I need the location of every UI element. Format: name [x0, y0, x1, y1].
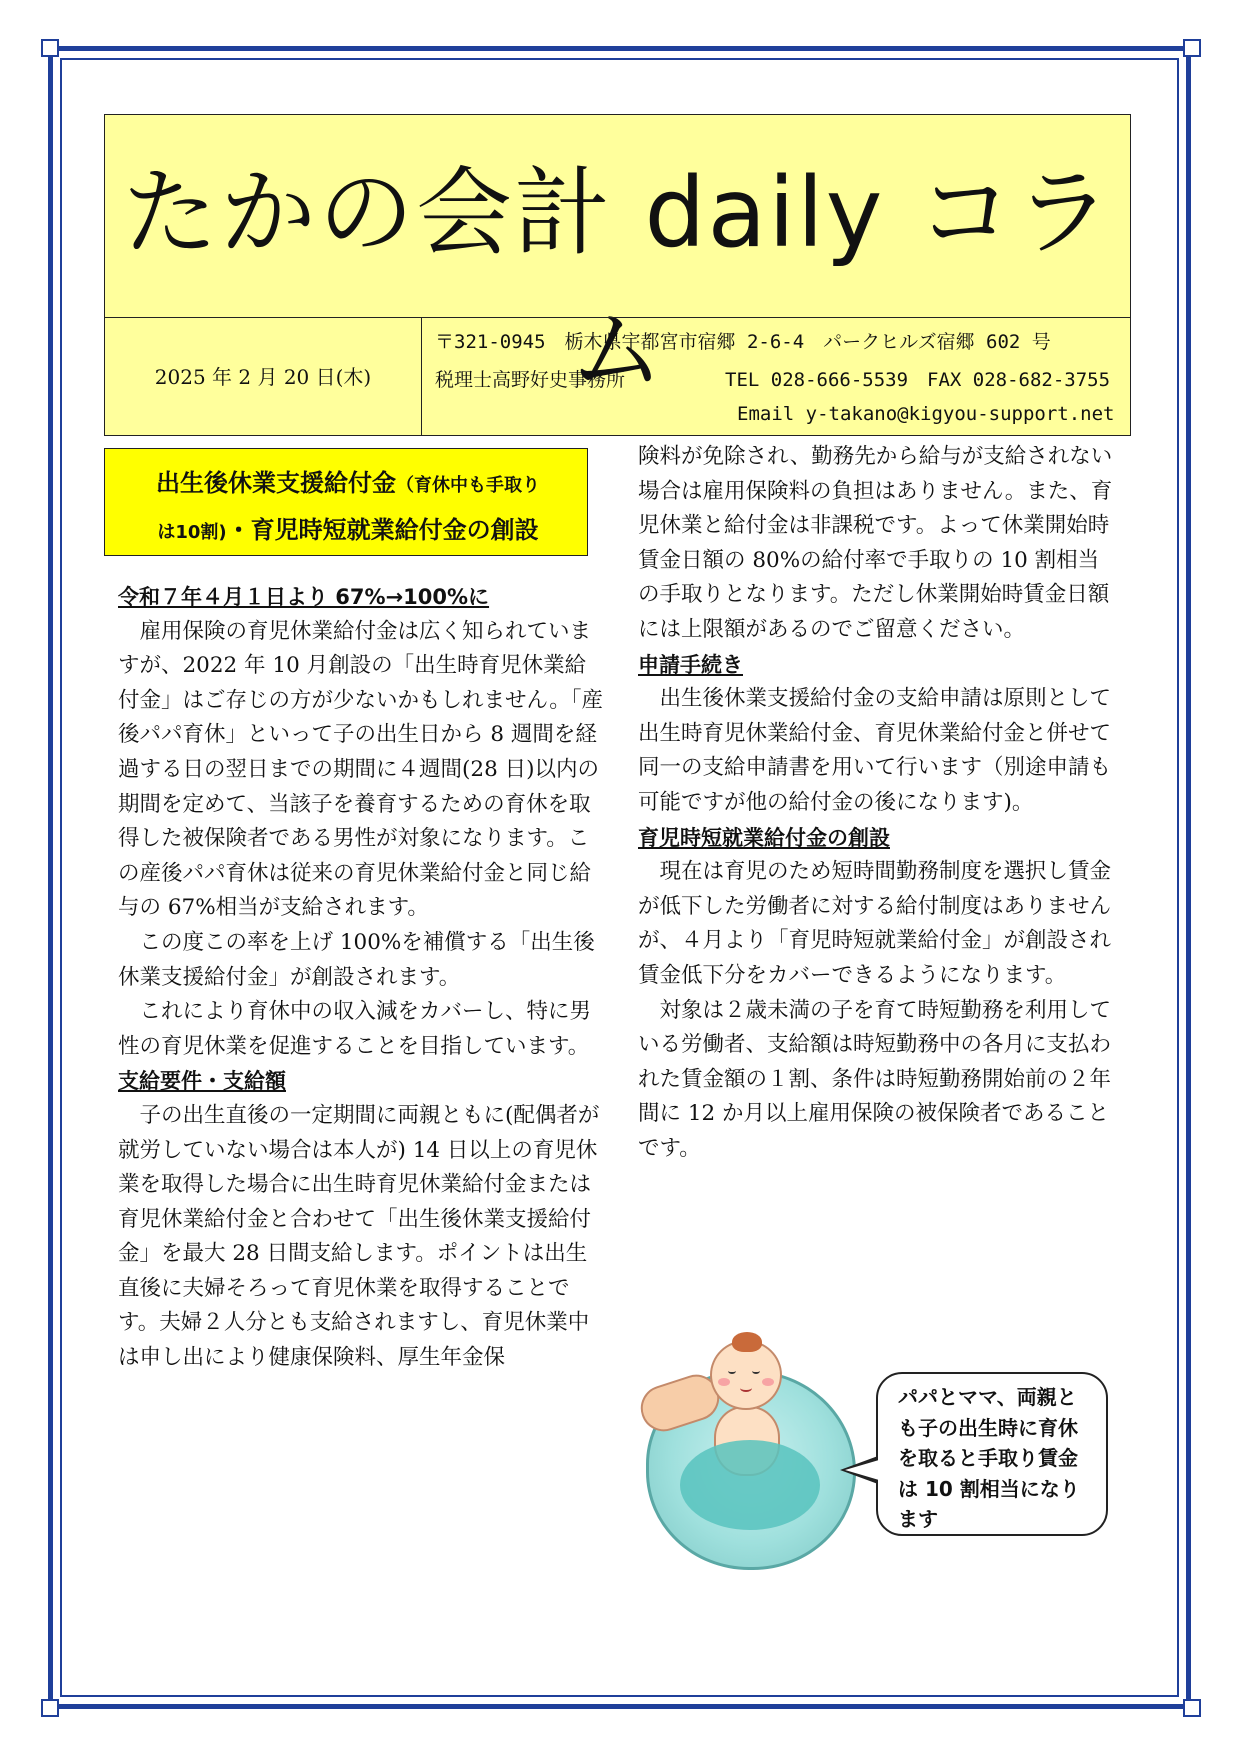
right-column [638, 440, 1120, 1166]
office-phone-fax: TEL 028-666-5539 FAX 028-682-3755 [725, 369, 1111, 391]
masthead [104, 114, 1131, 436]
paragraph: 険料が免除され、勤務先から給与が支給されない場合は雇用保険料の負担はありません。また、育児休業と給付金は非課税です。よって休業開始時賃金日額の 80%の給付率で手取りの 10 割相当の手取りとなります。ただし休業開始時賃金日額には上限額があるのでご留意ください。 [638, 444, 1113, 642]
speech-bubble [876, 1372, 1108, 1536]
page-title: たかの会計 daily コラム [122, 157, 1113, 406]
masthead-divider [105, 317, 1130, 318]
section-heading: 支給要件・支給額 [118, 1069, 286, 1094]
corner-ornament [1183, 39, 1201, 57]
paragraph: 出生後休業支援給付金の支給申請は原則として出生時育児休業給付金、育児休業給付金と併せて同一の支給申請書を用いて行います（別途申請も可能ですが他の給付金の後になります)。 [638, 686, 1112, 815]
cheek [718, 1378, 730, 1386]
office-email: Email y-takano@kigyou-support.net [737, 403, 1115, 425]
corner-ornament [41, 1699, 59, 1717]
left-column [118, 580, 606, 1376]
water-surface [680, 1440, 820, 1530]
office-address: 〒321-0945 栃木県宇都宮市宿郷 2-6-4 パークヒルズ宿郷 602 号 [435, 331, 1051, 353]
paragraph: 子の出生直後の一定期間に両親ともに(配偶者が就労していない場合は本人が) 14 日以上の育児休業を取得した場合に出生時育児休業給付金または育児休業給付金と合わせて「出生後休業支援給付金」を最大 28 日間支給します。ポイントは出生直後に夫婦そろって育児休業を取得することです。夫婦２人分とも支給されますし、育児休業中は申し出により健康保険料、厚生年金保 [118, 1102, 600, 1371]
cheek [762, 1378, 774, 1386]
headline-main: 出生後休業支援給付金 [156, 469, 396, 497]
paragraph: これにより育休中の収入減をカバーし、特に男性の育児休業を促進することを目指しています。 [118, 999, 592, 1059]
eye [728, 1368, 736, 1374]
mouth [740, 1384, 752, 1392]
headline-note: （育休中も手取り [396, 475, 540, 496]
baby-hair [732, 1332, 762, 1352]
paragraph: 現在は育児のため短時間勤務制度を選択し賃金が低下した労働者に対する給付制度はありませんが、４月より「育児時短就業給付金」が創設され賃金低下分をカバーできるようになります。 [638, 859, 1112, 988]
eye [752, 1368, 760, 1374]
corner-ornament [1183, 1699, 1201, 1717]
speech-bubble-text: パパとママ、両親とも子の出生時に育休を取ると手取り賃金は 10 割相当になります [898, 1385, 1080, 1531]
section-heading: 申請手続き [638, 652, 743, 677]
office-name: 税理士高野好史事務所 [435, 369, 626, 391]
article-headline [104, 448, 588, 556]
corner-ornament [41, 39, 59, 57]
headline-note-cont: は10割) [157, 522, 227, 543]
masthead-divider-vertical [421, 317, 422, 435]
section-heading: 育児時短就業給付金の創設 [638, 825, 890, 850]
paragraph: 対象は２歳未満の子を育て時短勤務を利用している労働者、支給額は時短勤務中の各月に支払われた賃金額の１割、条件は時短勤務開始前の２年間に 12 か月以上雇用保険の被保険者であることです。 [638, 997, 1112, 1161]
paragraph: この度この率を上げ 100%を補償する「出生後休業支援給付金」が創設されます。 [118, 929, 595, 990]
issue-date: 2025 年 2 月 20 日(木) [154, 365, 372, 389]
section-heading: 令和７年４月１日より 67%→100%に [118, 585, 490, 609]
paragraph: 雇用保険の育児休業給付金は広く知られていますが、2022 年 10 月創設の「出生時育児休業給付金」はご存じの方が少ないかもしれません。「産後パパ育休」といって子の出生日から 8 週間を経過する日の翌日までの期間に４週間(28 日)以内の期間を定めて、当該子を養育するための育休を取得した被保険者である男性が対象になります。この産後パパ育休は従来の育児休業給付金と同じ給与の 67%相当が支給されます。 [118, 618, 604, 921]
speech-bubble-tail-fill [845, 1460, 879, 1480]
headline-main-2: ・育児時短就業給付金の創設 [226, 516, 539, 544]
baby-bath-illustration [640, 1330, 860, 1580]
